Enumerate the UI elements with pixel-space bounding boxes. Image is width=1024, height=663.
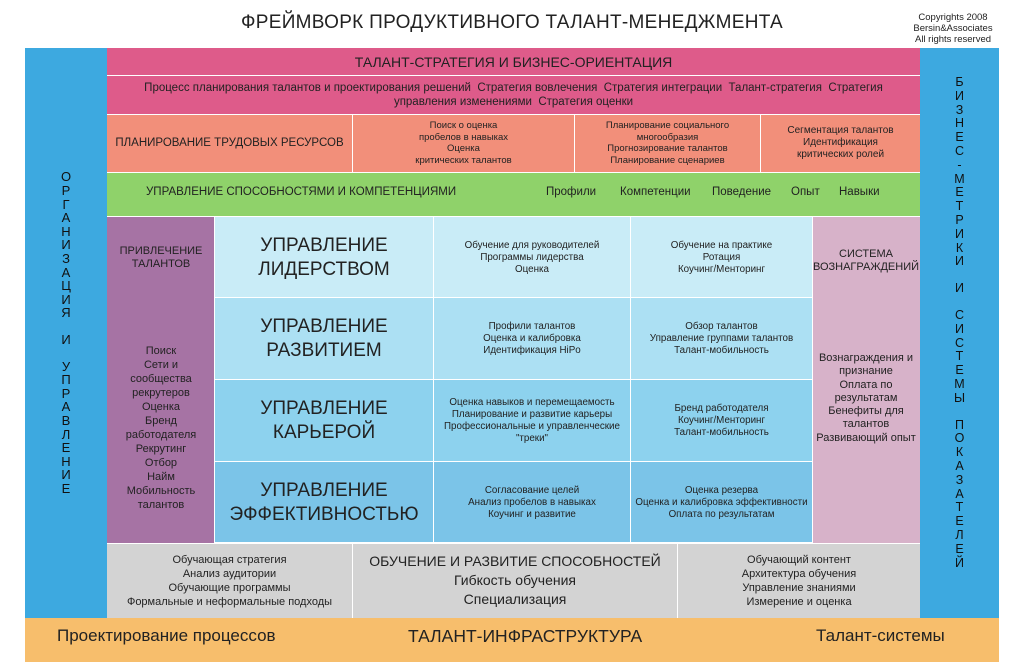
learning-item: Обучающие программы (168, 581, 291, 594)
learning-center-item: Гибкость обучения (453, 572, 576, 588)
reward-item: результатам (834, 391, 898, 404)
competency-item-behavior: Поведение (712, 186, 772, 198)
practice-item: Профили талантов (488, 321, 576, 332)
practice-item: "треки" (515, 433, 549, 444)
management-row (215, 462, 812, 543)
row-title-line: РАЗВИТИЕМ (266, 340, 382, 361)
learning-item: Измерение и оценка (746, 595, 852, 608)
workforce-col3 (760, 114, 920, 172)
workforce-item: Планирование сценариев (610, 154, 725, 166)
page-title: ФРЕЙМВОРК ПРОДУКТИВНОГО ТАЛАНТ-МЕНЕДЖМЕНТА (241, 12, 783, 33)
reward-item: Бенефиты для (828, 405, 904, 418)
infra-process-design: Проектирование процессов (57, 626, 276, 645)
acquisition-item: Оценка (141, 401, 181, 413)
acquisition-item: Бренд (145, 415, 177, 427)
practice-item: Оценка навыков и перемещаемость (449, 397, 615, 408)
learning-center-item: Специализация (463, 591, 567, 607)
workforce-item: критических ролей (796, 149, 885, 160)
learning-item: Анализ аудитории (182, 567, 277, 580)
acquisition-item: Сети и (143, 359, 179, 371)
practice-item: Идентификация HiPo (483, 345, 581, 356)
competency-item-skills: Навыки (839, 186, 880, 198)
strategy-title: ТАЛАНТ-СТРАТЕГИЯ И БИЗНЕС-ОРИЕНТАЦИЯ (354, 53, 673, 70)
acquisition-item: сообщества (130, 373, 192, 385)
row-practices-a (433, 217, 630, 298)
practice-item: Оценка и калибровка (483, 333, 581, 344)
acquisition-item: Поиск (145, 345, 177, 357)
learning-left (107, 543, 352, 618)
practice-item: Бренд работодателя (674, 403, 769, 414)
practice-item: Профессиональные и управленческие (444, 421, 620, 432)
row-practices-a (433, 298, 630, 380)
practice-item: Планирование и развитие карьеры (451, 409, 613, 420)
competency-title: УПРАВЛЕНИЕ СПОСОБНОСТЯМИ И КОМПЕТЕНЦИЯМИ (146, 186, 457, 198)
practice-item: Обучение на практике (670, 239, 773, 251)
management-row (215, 380, 812, 462)
competency-item-competencies: Компетенции (620, 186, 691, 198)
vertical-label: О Р Г А Н И З А Ц И Я И У П Р А В Л Е Н И Е (60, 169, 72, 496)
workforce-item: Планирование социального (605, 120, 730, 131)
row-title-line: КАРЬЕРОЙ (272, 422, 376, 443)
management-row-title (215, 298, 433, 380)
row-practices-b (630, 380, 812, 462)
acquisition-item: рекрутеров (132, 387, 190, 399)
management-row (215, 217, 812, 298)
acquisition-item: Найм (147, 471, 175, 483)
row-title-line: ЛИДЕРСТВОМ (258, 258, 390, 280)
strategy-items-text: Процесс планирования талантов и проектирования решений Стратегия вовлечения Стратегия интеграции Талант-стратегия Стратегия управления изменениями Стратегия оценки (144, 82, 887, 108)
infra-talent-systems: Талант-системы (816, 626, 945, 645)
workforce-title (107, 114, 352, 172)
rewards-title: СИСТЕМА ВОЗНАГРАЖДЕНИЙ (812, 248, 920, 273)
management-row (215, 298, 812, 380)
organization-management-bar (25, 48, 107, 618)
row-title-line: УПРАВЛЕНИЕ (260, 479, 388, 501)
practice-item: Ротация (702, 251, 741, 263)
row-practices-a (433, 462, 630, 543)
workforce-item: пробелов в навыках (418, 131, 509, 143)
acquisition-item: Отбор (144, 457, 178, 469)
row-practices-b (630, 217, 812, 298)
learning-center (352, 543, 678, 618)
acquisition-items (107, 344, 215, 512)
copyright-line: Bersin&Associates (913, 23, 993, 34)
workforce-title-text: ПЛАНИРОВАНИЕ ТРУДОВЫХ РЕСУРСОВ (115, 137, 344, 149)
workforce-item: Поиск о оценка (429, 120, 498, 131)
row-practices-b (630, 462, 812, 543)
reward-item: талантов (842, 418, 890, 431)
practice-item: Коучинг и развитие (488, 508, 576, 520)
copyright-line: All rights reserved (914, 34, 992, 45)
row-title-line: ЭФФЕКТИВНОСТЬЮ (229, 503, 419, 525)
practice-item: Анализ пробелов в навыках (468, 496, 596, 508)
acquisition-item: талантов (137, 499, 185, 511)
practice-item: Оплата по результатам (668, 508, 775, 520)
row-practices-a (433, 380, 630, 462)
practice-item: Коучинг/Менторинг (677, 415, 766, 426)
strategy-header (107, 48, 920, 75)
practice-item: Коучинг/Менторинг (677, 263, 766, 275)
copyright-line: Copyrights 2008 (918, 12, 988, 23)
row-practices-b (630, 298, 812, 380)
learning-item: Управление знаниями (742, 581, 856, 594)
workforce-item: многообразия (636, 131, 699, 143)
learning-item: Формальные и неформальные подходы (126, 595, 333, 608)
workforce-item: Прогнозирование талантов (607, 143, 728, 154)
workforce-item: Оценка (447, 143, 480, 154)
management-row-title (215, 380, 433, 462)
learning-item: Обучающая стратегия (172, 553, 287, 566)
practice-item: Программы лидерства (480, 251, 584, 263)
practice-item: Управление группами талантов (649, 333, 794, 344)
workforce-item: Идентификация (803, 137, 878, 148)
management-row-title (215, 462, 433, 543)
vertical-label: Б И З Н Е С - М Е Т Р И К И И С И С Т Е М Ы П О К А З А Т Е Л Е Й (953, 75, 966, 570)
workforce-item: Сегментация талантов (787, 125, 894, 136)
practice-item: Обучение для руководителей (464, 239, 600, 251)
learning-right (678, 543, 920, 618)
reward-item: Развивающий опыт (816, 431, 916, 444)
practice-item: Согласование целей (484, 484, 580, 496)
acquisition-item: Рекрутинг (135, 443, 187, 455)
reward-item: Вознаграждения и (818, 352, 914, 364)
practice-item: Талант-мобильность (674, 427, 769, 438)
reward-item: Оплата по (839, 378, 893, 391)
competency-item-profiles: Профили (546, 186, 597, 198)
practice-item: Оценка (515, 263, 549, 275)
practice-item: Оценка резерва (684, 484, 759, 496)
copyright-notice (908, 12, 998, 45)
business-metrics-bar (920, 48, 999, 618)
workforce-col2 (574, 114, 760, 172)
infra-title: ТАЛАНТ-ИНФРАСТРУКТУРА (408, 626, 643, 646)
rewards-items (812, 352, 920, 445)
learning-title: ОБУЧЕНИЕ И РАЗВИТИЕ СПОСОБНОСТЕЙ (369, 553, 661, 569)
learning-item: Обучающий контент (747, 553, 851, 566)
acquisition-item: работодателя (125, 429, 197, 441)
management-row-title (215, 217, 433, 298)
acquisition-item: Мобильность (126, 485, 196, 497)
workforce-item: критических талантов (415, 154, 512, 166)
acquisition-title: ПРИВЛЕЧЕНИЕ ТАЛАНТОВ (119, 245, 203, 270)
practice-item: Обзор талантов (685, 321, 758, 332)
learning-item: Архитектура обучения (741, 567, 857, 580)
strategy-items (107, 75, 920, 114)
reward-item: признание (839, 365, 893, 378)
practice-item: Талант-мобильность (674, 345, 769, 356)
row-title-line: УПРАВЛЕНИЕ (260, 234, 388, 256)
row-title-line: УПРАВЛЕНИЕ (260, 398, 388, 419)
row-title-line: УПРАВЛЕНИЕ (260, 316, 388, 337)
workforce-col1 (352, 114, 574, 172)
practice-item: Оценка и калибровка эффективности (635, 496, 808, 508)
competency-item-experience: Опыт (791, 186, 820, 198)
